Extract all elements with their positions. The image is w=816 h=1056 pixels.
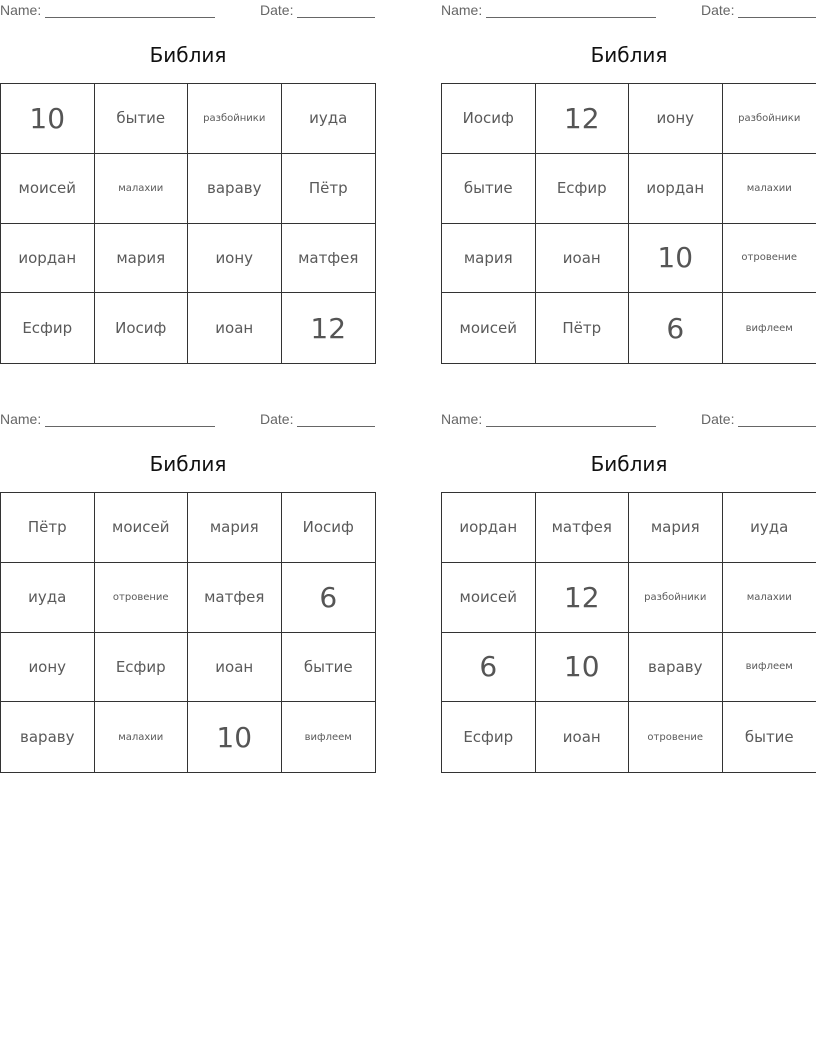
date-label: Date: — [701, 2, 735, 18]
date-blank-line — [297, 3, 375, 18]
grid-cell: иоан — [188, 633, 282, 703]
grid-cell: иону — [188, 224, 282, 294]
grid-cell: отровение — [95, 563, 189, 633]
grid-cell: иоан — [536, 224, 630, 294]
grid-cell: мария — [95, 224, 189, 294]
bingo-card — [441, 0, 816, 345]
bingo-card — [0, 409, 376, 754]
grid-cell: мария — [442, 224, 536, 294]
grid-cell: иордан — [442, 493, 536, 563]
grid-cell: разбойники — [723, 84, 816, 154]
card-header — [441, 0, 816, 22]
grid-cell: иуда — [723, 493, 816, 563]
grid-cell: 10 — [188, 702, 282, 772]
grid-cell: иону — [1, 633, 95, 703]
name-label: Name: — [441, 411, 483, 427]
grid-cell: отровение — [629, 702, 723, 772]
grid-cell: Есфир — [536, 154, 630, 224]
grid-cell: вараву — [629, 633, 723, 703]
card-title: Библия — [149, 43, 227, 67]
grid-cell: 12 — [310, 311, 347, 345]
card-title: Библия — [590, 43, 668, 67]
date-label: Date: — [701, 411, 735, 427]
grid-cell: моисей — [1, 154, 95, 224]
grid-cell: 6 — [282, 563, 376, 633]
grid-cell: Есфир — [1, 293, 95, 363]
grid-cell: вараву — [1, 702, 95, 772]
name-blank-line — [45, 3, 215, 18]
name-label: Name: — [0, 2, 42, 18]
bingo-grid — [441, 492, 816, 773]
name-label: Name: — [441, 2, 483, 18]
grid-cell: моисей — [95, 493, 189, 563]
grid-cell: мария — [188, 493, 282, 563]
date-blank-line — [738, 412, 816, 427]
bingo-card — [441, 409, 816, 747]
date-blank-line — [297, 412, 375, 427]
card-title: Библия — [590, 452, 668, 476]
grid-cell: 10 — [629, 224, 723, 294]
bingo-card — [0, 0, 376, 345]
grid-cell: 12 — [536, 84, 630, 154]
grid-cell: моисей — [442, 563, 536, 633]
date-field — [260, 411, 375, 427]
card-header — [0, 409, 376, 431]
grid-cell: 6 — [442, 633, 536, 703]
grid-cell: мария — [629, 493, 723, 563]
grid-cell: Есфир — [442, 702, 536, 772]
grid-cell: бытие — [282, 633, 376, 703]
grid-cell: отровение — [723, 224, 816, 294]
grid-cell: Иосиф — [442, 84, 536, 154]
card-header — [0, 0, 376, 22]
grid-cell: матфея — [536, 493, 630, 563]
grid-cell: разбойники — [188, 84, 282, 154]
grid-cell: иоан — [536, 702, 630, 772]
date-field — [701, 2, 816, 18]
grid-cell: иордан — [1, 224, 95, 294]
grid-cell: матфея — [188, 563, 282, 633]
grid-cell: Пётр — [536, 293, 630, 363]
date-field — [260, 2, 375, 18]
grid-cell: малахии — [95, 702, 189, 772]
grid-cell: 12 — [536, 563, 630, 633]
grid-cell: иоан — [188, 293, 282, 363]
grid-cell: малахии — [723, 563, 816, 633]
name-blank-line — [486, 3, 656, 18]
bingo-grid — [441, 83, 816, 364]
name-field — [0, 2, 215, 18]
name-field — [441, 411, 656, 427]
grid-cell: малахии — [723, 154, 816, 224]
card-title: Библия — [149, 452, 227, 476]
grid-cell: матфея — [282, 224, 376, 294]
grid-cell: моисей — [442, 293, 536, 363]
grid-cell: вифлеем — [723, 633, 816, 703]
grid-cell: Пётр — [282, 154, 376, 224]
grid-cell: иону — [629, 84, 723, 154]
grid-cell: иуда — [282, 84, 376, 154]
date-label: Date: — [260, 411, 294, 427]
grid-cell: иордан — [629, 154, 723, 224]
grid-cell: вифлеем — [745, 322, 793, 334]
grid-cell: бытие — [442, 154, 536, 224]
grid-cell: бытие — [95, 84, 189, 154]
grid-cell: Иосиф — [282, 493, 376, 563]
date-blank-line — [738, 3, 816, 18]
name-blank-line — [486, 412, 656, 427]
grid-cell: 10 — [1, 84, 95, 154]
date-field — [701, 411, 816, 427]
grid-cell: вараву — [188, 154, 282, 224]
grid-cell: 10 — [536, 633, 630, 703]
date-label: Date: — [260, 2, 294, 18]
grid-cell: Иосиф — [95, 293, 189, 363]
grid-cell: иуда — [1, 563, 95, 633]
name-field — [441, 2, 656, 18]
name-blank-line — [45, 412, 215, 427]
grid-cell: вифлеем — [304, 731, 352, 743]
grid-cell: малахии — [95, 154, 189, 224]
grid-cell: Есфир — [95, 633, 189, 703]
card-header — [441, 409, 816, 431]
name-field — [0, 411, 215, 427]
bingo-grid — [0, 83, 376, 364]
grid-cell: Пётр — [1, 493, 95, 563]
grid-cell: 6 — [629, 293, 723, 363]
bingo-grid — [0, 492, 376, 773]
grid-cell: разбойники — [629, 563, 723, 633]
grid-cell: бытие — [744, 728, 794, 747]
name-label: Name: — [0, 411, 42, 427]
